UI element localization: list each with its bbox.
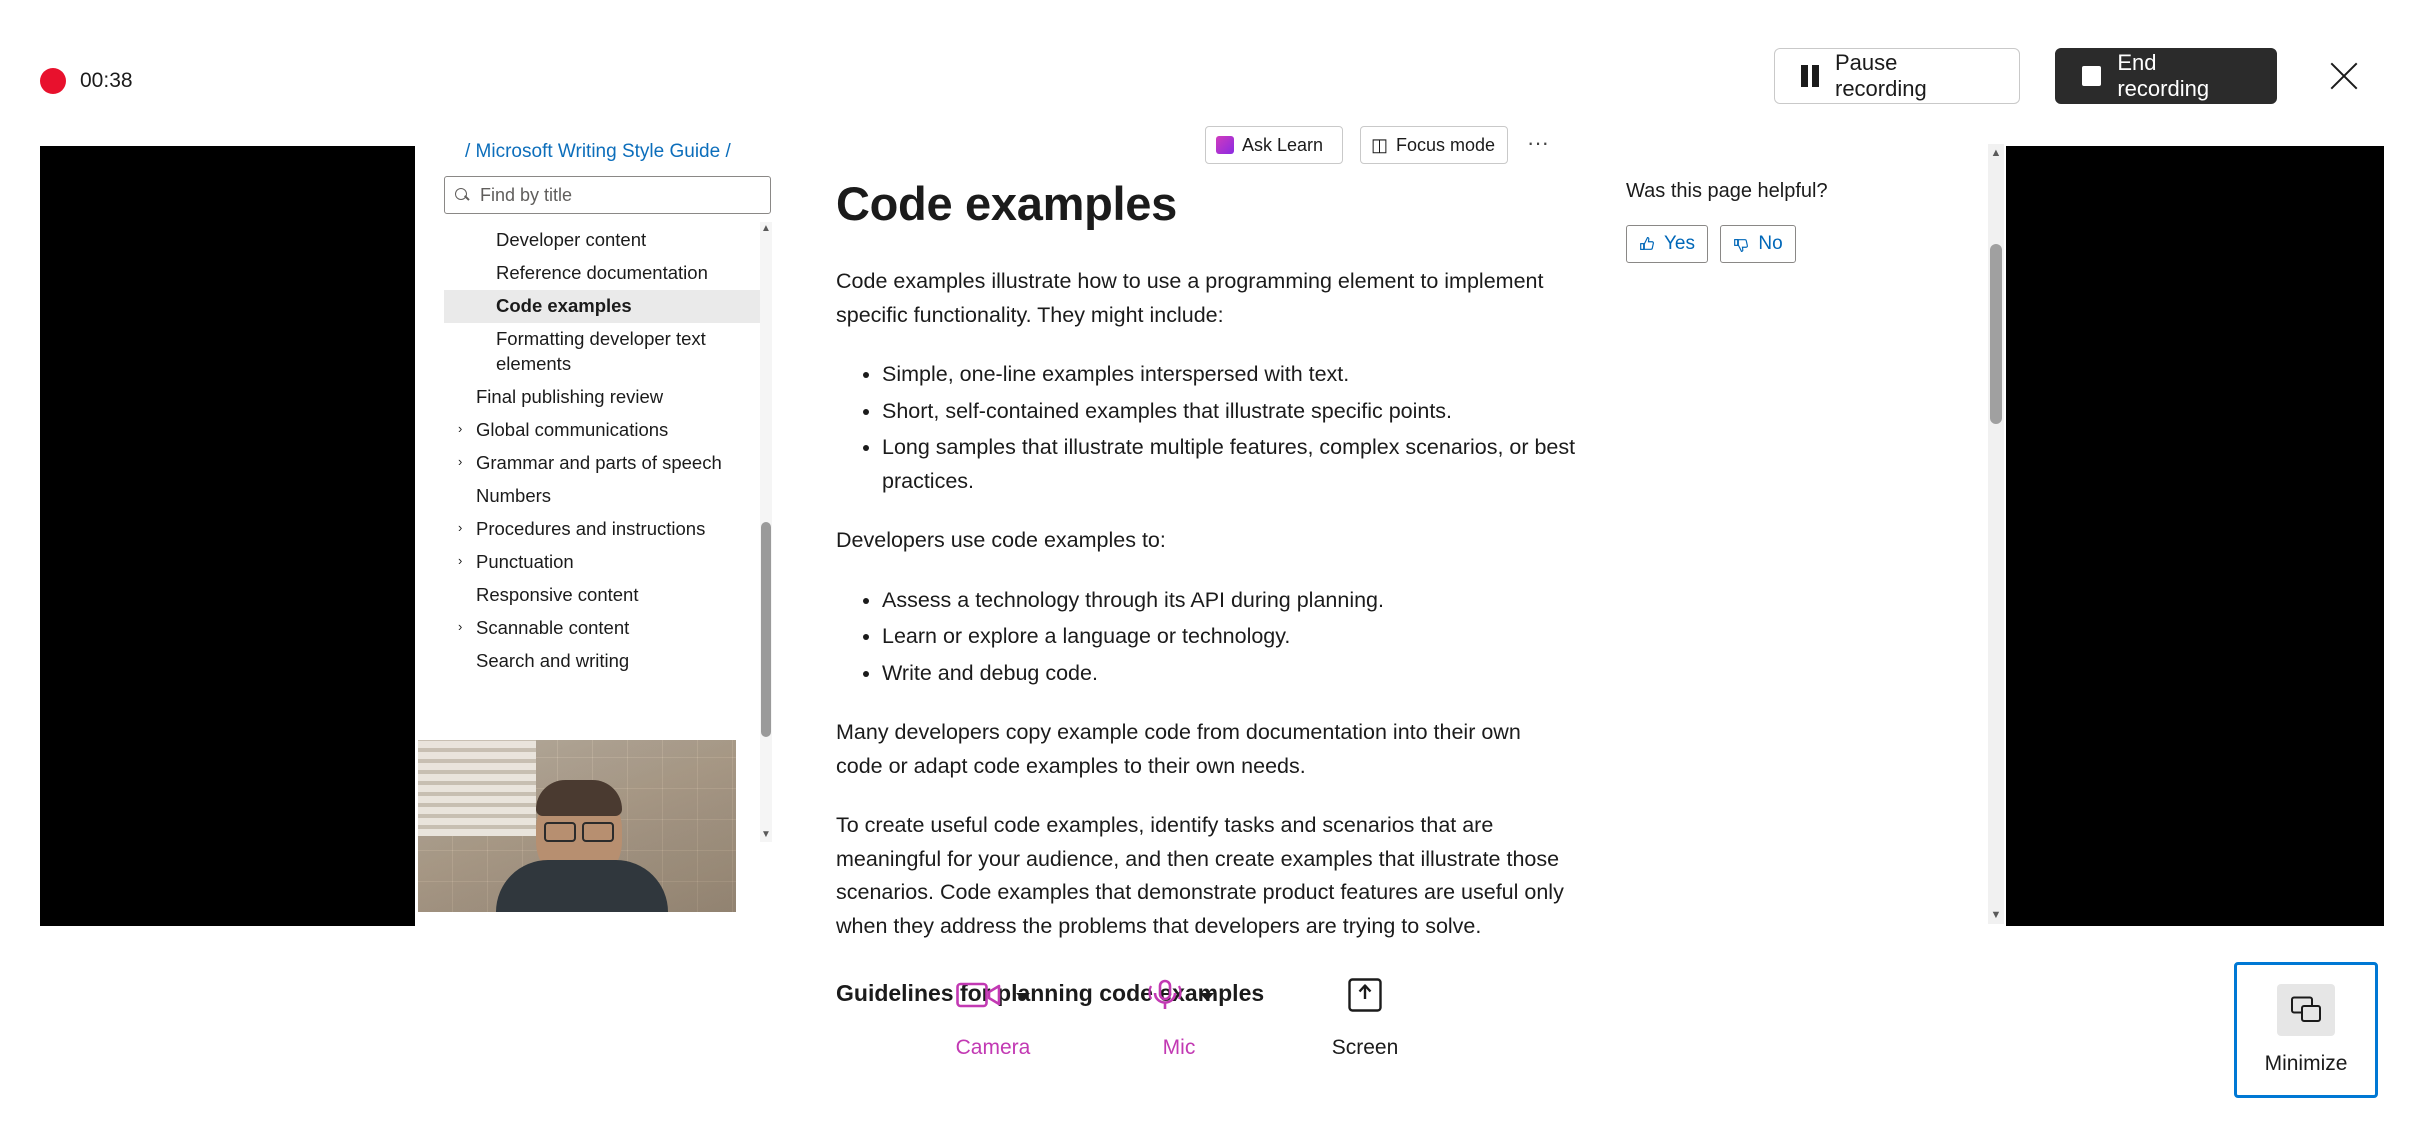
chevron-right-icon[interactable]: › <box>458 618 463 634</box>
list-item: • Short, self-contained examples that illustrate specific points. <box>882 395 1576 429</box>
toc-item-label: Search and writing <box>476 649 630 671</box>
search-input[interactable] <box>478 184 760 207</box>
recording-indicator <box>40 68 133 94</box>
toc-item-label: Global communications <box>476 418 669 440</box>
toc-item-final-publishing-review[interactable] <box>444 381 771 414</box>
toc-item-search-and-writing[interactable] <box>444 645 771 678</box>
microphone-icon[interactable] <box>1144 976 1186 1014</box>
find-by-title-field[interactable] <box>444 176 771 214</box>
close-icon[interactable] <box>2322 54 2366 98</box>
pause-recording-label: Pause recording <box>1835 50 1927 101</box>
focus-mode-button[interactable] <box>1360 126 1508 164</box>
breadcrumb[interactable]: / Microsoft Writing Style Guide / <box>465 141 731 162</box>
chevron-right-icon[interactable]: › <box>458 420 463 436</box>
minimize-button[interactable] <box>2234 962 2378 1098</box>
toc-item-label: Responsive content <box>476 583 639 605</box>
page-scroll-thumb[interactable] <box>1990 244 2002 424</box>
pause-icon <box>1801 65 1819 87</box>
thumbs-down-icon <box>1733 236 1750 253</box>
stop-icon <box>2082 66 2101 86</box>
more-options-icon[interactable]: ··· <box>1527 130 1549 155</box>
feedback-yes-button[interactable] <box>1626 225 1708 263</box>
feedback-no-button[interactable] <box>1720 225 1796 263</box>
scroll-down-icon[interactable]: ▼ <box>761 829 771 840</box>
article-subheading: Guidelines for planning code examples <box>836 979 1265 1006</box>
toc-item-developer-content[interactable] <box>444 224 771 257</box>
chevron-down-icon[interactable] <box>1016 993 1030 1001</box>
avatar-body <box>496 860 668 912</box>
toc-item-code-examples[interactable] <box>444 290 771 323</box>
feedback-question: Was this page helpful? <box>1626 180 1828 202</box>
screen-preview-right-pane <box>2006 146 2384 926</box>
glasses-icon <box>544 822 614 838</box>
scroll-up-icon[interactable]: ▲ <box>1990 147 2002 159</box>
mic-control[interactable] <box>1086 972 1272 1060</box>
toc-item-label: Scannable content <box>476 616 630 638</box>
toc-item-label: Grammar and parts of speech <box>476 451 722 473</box>
toc-scroll-thumb[interactable] <box>761 522 771 737</box>
article-list-1 <box>836 358 1576 498</box>
toc-item-numbers[interactable] <box>444 480 771 513</box>
camera-label: Camera <box>955 1036 1031 1059</box>
camera-glyph-row <box>956 972 1030 1018</box>
list-item: • Write and debug code. <box>882 657 1576 691</box>
avatar-hair <box>536 780 622 816</box>
toc-item-procedures-and-instructions[interactable] <box>444 513 771 546</box>
pause-recording-button[interactable] <box>1774 48 2020 104</box>
toc-item-label: Developer content <box>496 229 647 250</box>
toc-item-label: Final publishing review <box>476 385 664 407</box>
mic-label: Mic <box>1162 1036 1196 1059</box>
record-dot-icon <box>40 68 66 94</box>
minimize-icon-wrapper <box>2277 984 2335 1036</box>
list-item: • Long samples that illustrate multiple features, complex scenarios, or best practices. <box>882 431 1576 498</box>
screen-control[interactable] <box>1272 972 1458 1060</box>
toc-item-reference-documentation[interactable] <box>444 257 771 290</box>
toc-item-label: Formatting developer text elements <box>496 327 706 374</box>
chevron-right-icon[interactable]: › <box>458 519 463 535</box>
page-title: Code examples <box>836 177 1177 230</box>
screen-glyph-row <box>1347 972 1383 1018</box>
article-paragraph-3: Many developers copy example code from documentation into their own code or adapt code examples to their own needs. <box>836 720 1521 778</box>
screen-preview-left-pane <box>40 146 415 926</box>
toc-item-label: Numbers <box>476 484 552 506</box>
recording-timer: 00:38 <box>80 69 133 92</box>
feedback-yes-label: Yes <box>1664 233 1695 254</box>
end-recording-label: End recording <box>2117 50 2210 101</box>
screen-label: Screen <box>1331 1036 1399 1059</box>
toc-item-formatting-developer-text-elements[interactable] <box>444 323 771 381</box>
minimize-icon <box>2289 995 2323 1025</box>
article-list-2 <box>836 584 1576 691</box>
article-content <box>836 176 1576 1007</box>
page-feedback <box>1626 180 1926 263</box>
chevron-down-icon[interactable] <box>1200 993 1214 1001</box>
feedback-no-label: No <box>1758 233 1783 254</box>
focus-mode-icon: ◫ <box>1371 134 1389 155</box>
sparkle-icon <box>1216 136 1234 154</box>
screen-share-icon[interactable] <box>1347 977 1383 1013</box>
camera-control[interactable] <box>900 972 1086 1060</box>
toc-item-scannable-content[interactable] <box>444 612 771 645</box>
list-item: • Assess a technology through its API during planning. <box>882 584 1576 618</box>
end-recording-button[interactable] <box>2055 48 2277 104</box>
article-paragraph-4: To create useful code examples, identify tasks and scenarios that are meaningful for your audience, and then create examples that illustrate those scenarios. Code examples that demonstrate product features are useful only when they address the problems that developers are trying to solve. <box>836 813 1564 938</box>
toc-item-label: Code examples <box>496 294 632 316</box>
search-icon <box>455 188 470 203</box>
toc-item-label: Procedures and instructions <box>476 517 706 539</box>
article-paragraph-1: Code examples illustrate how to use a programming element to implement specific functionality. They might include: <box>836 269 1544 327</box>
toc-item-label: Punctuation <box>476 550 574 572</box>
toc-item-punctuation[interactable] <box>444 546 771 579</box>
webcam-preview[interactable] <box>418 740 736 912</box>
list-item: • Learn or explore a language or technology. <box>882 620 1576 654</box>
toc-item-responsive-content[interactable] <box>444 579 771 612</box>
focus-mode-label: Focus mode <box>1396 134 1496 155</box>
chevron-right-icon[interactable]: › <box>458 453 463 469</box>
toc-item-global-communications[interactable] <box>444 414 771 447</box>
camera-icon[interactable] <box>956 978 1002 1012</box>
ask-learn-button[interactable] <box>1205 126 1343 164</box>
feedback-buttons <box>1626 225 1926 263</box>
capture-toolbar <box>900 972 1460 1102</box>
thumbs-up-icon <box>1639 236 1656 253</box>
page-scrollbar[interactable] <box>1988 144 2004 924</box>
article-paragraph-2: Developers use code examples to: <box>836 528 1166 553</box>
mic-glyph-row <box>1144 972 1214 1018</box>
list-item: • Simple, one-line examples interspersed with text. <box>882 358 1576 392</box>
ask-learn-label: Ask Learn <box>1242 134 1324 155</box>
chevron-right-icon[interactable]: › <box>458 552 463 568</box>
scroll-down-icon[interactable]: ▼ <box>1990 909 2002 921</box>
window-blinds <box>418 740 536 836</box>
minimize-label: Minimize <box>2264 1052 2348 1075</box>
toc-scrollbar[interactable] <box>760 222 772 842</box>
scroll-up-icon[interactable]: ▲ <box>761 223 771 234</box>
toc-item-grammar-and-parts-of-speech[interactable] <box>444 447 771 480</box>
toc-item-label: Reference documentation <box>496 261 708 283</box>
